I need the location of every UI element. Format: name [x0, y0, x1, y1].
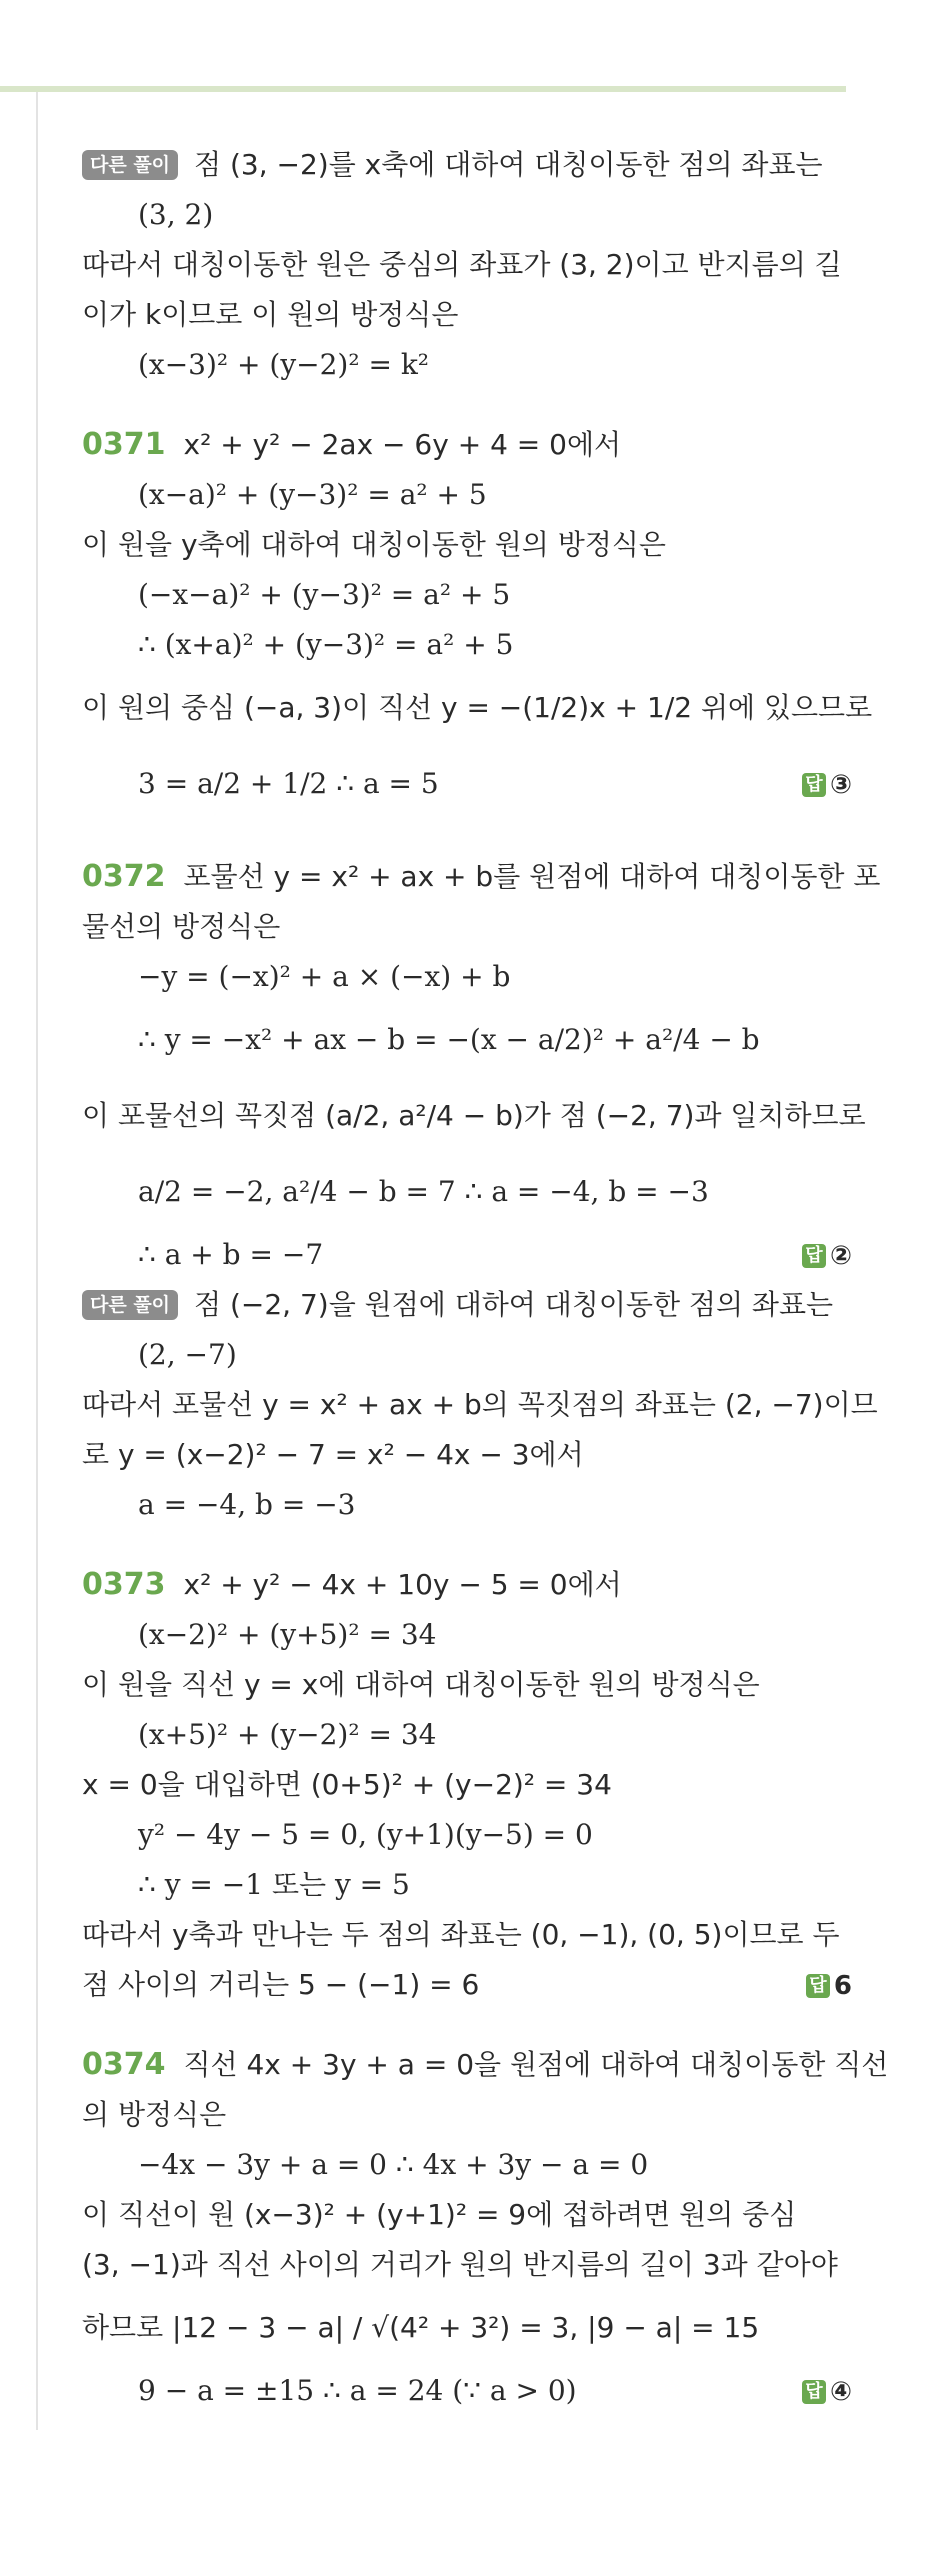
section-gap: [82, 390, 852, 420]
line-text: ∴ y = −x² + ax − b = −(x − a/2)² + a²/4 − b: [138, 1023, 760, 1056]
problem-number: 0371: [82, 427, 166, 462]
solution-line: [82, 670, 873, 746]
solution-line: [82, 1710, 852, 1760]
line-text: 3 = a/2 + 1/2 ∴ a = 5: [138, 767, 439, 800]
solution-line: [82, 1430, 852, 1480]
problem-heading: [82, 1560, 852, 1610]
solution-line: [82, 240, 852, 290]
line-text: 이 원을 y축에 대하여 대칭이동한 원의 방정식은: [82, 528, 666, 561]
answer-value: ④: [829, 2377, 852, 2407]
answer-value: ③: [829, 770, 852, 800]
solution-line: [82, 1610, 852, 1660]
alt-solution-badge: 다른 풀이: [82, 1290, 178, 1320]
problem-heading: [82, 2040, 889, 2090]
line-text: 직선 4x + 3y + a = 0을 원점에 대하여 대칭이동한 직선: [183, 2048, 889, 2081]
line-text: 이 원의 중심 (−a, 3)이 직선 y = −(1/2)x + 1/2 위에 있으므로: [82, 691, 873, 724]
solution-line: [82, 570, 852, 620]
line-text: a = −4, b = −3: [138, 1488, 356, 1521]
solution-line: [82, 2190, 852, 2240]
line-text: 이 포물선의 꼭짓점 (a/2, a²/4 − b)가 점 (−2, 7)과 일치하므로: [82, 1099, 866, 1132]
line-text: 이가 k이므로 이 원의 방정식은: [82, 298, 459, 331]
line-text: 하므로 |12 − 3 − a| / √(4² + 3²) = 3, |9 − a| = 15: [82, 2311, 760, 2344]
answer-label-icon: 답: [802, 773, 826, 797]
line-text: (−x−a)² + (y−3)² = a² + 5: [138, 578, 511, 611]
left-margin-rule: [36, 92, 38, 2430]
solution-line: [82, 1154, 852, 1230]
top-divider: [0, 86, 846, 92]
line-text: 이 직선이 원 (x−3)² + (y+1)² = 9에 접하려면 원의 중심: [82, 2198, 797, 2231]
section-gap: [82, 822, 852, 852]
solution-line: [82, 2140, 852, 2190]
answer-value: ②: [829, 1241, 852, 1271]
line-text: x² + y² − 2ax − 6y + 4 = 0에서: [183, 428, 622, 461]
line-text: 9 − a = ±15 ∴ a = 24 (∵ a > 0): [138, 2374, 577, 2407]
solution-line: [82, 190, 852, 240]
answer-label-icon: 답: [802, 2380, 826, 2404]
line-text: x² + y² − 4x + 10y − 5 = 0에서: [183, 1568, 622, 1601]
problem-number: 0372: [82, 859, 166, 894]
line-text: y² − 4y − 5 = 0, (y+1)(y−5) = 0: [138, 1818, 593, 1851]
line-text: −y = (−x)² + a × (−x) + b: [138, 960, 511, 993]
solution-line: [82, 1480, 852, 1530]
line-text: 의 방정식은: [82, 2098, 227, 2131]
solution-line: [82, 1380, 878, 1430]
solution-line: [82, 2366, 852, 2416]
solution-line: [82, 290, 852, 340]
line-text: −4x − 3y + a = 0 ∴ 4x + 3y − a = 0: [138, 2148, 649, 2181]
line-text: (2, −7): [138, 1338, 237, 1371]
solution-line: [82, 1002, 852, 1078]
problem-number: 0374: [82, 2047, 166, 2082]
line-text: 이 원을 직선 y = x에 대하여 대칭이동한 원의 방정식은: [82, 1668, 760, 1701]
solution-line: [82, 746, 852, 822]
problem-number: 0373: [82, 1567, 166, 1602]
problem-heading: [82, 420, 852, 470]
line-text: (3, 2): [138, 198, 214, 231]
line-text: 따라서 포물선 y = x² + ax + b의 꼭짓점의 좌표는 (2, −7)이므: [82, 1388, 878, 1421]
line-text: 포물선 y = x² + ax + b를 원점에 대하여 대칭이동한 포: [183, 860, 881, 893]
solution-line: [82, 2290, 852, 2366]
line-text: 점 (3, −2)를 x축에 대하여 대칭이동한 점의 좌표는: [194, 148, 823, 181]
solution-line: [82, 1230, 852, 1280]
solution-line: [82, 1960, 852, 2010]
answer-marker: [802, 1230, 852, 1281]
solution-line: [82, 340, 852, 390]
line-text: (x−a)² + (y−3)² = a² + 5: [138, 478, 487, 511]
solution-line: [82, 1910, 852, 1960]
line-text: ∴ (x+a)² + (y−3)² = a² + 5: [138, 628, 514, 661]
solution-line: [82, 520, 852, 570]
solution-line: [82, 1078, 866, 1154]
solution-line: [82, 1660, 852, 1710]
solution-line: [82, 1810, 852, 1860]
line-text: 따라서 대칭이동한 원은 중심의 좌표가 (3, 2)이고 반지름의 길: [82, 248, 842, 281]
line-text: ∴ y = −1 또는 y = 5: [138, 1868, 410, 1901]
line-text: (x−2)² + (y+5)² = 34: [138, 1618, 437, 1651]
solution-line: [82, 902, 852, 952]
line-text: 점 (−2, 7)을 원점에 대하여 대칭이동한 점의 좌표는: [194, 1288, 834, 1321]
problem-heading: [82, 852, 881, 902]
section-gap: [82, 2010, 852, 2040]
solution-line: [82, 1330, 852, 1380]
section-gap: [82, 1530, 852, 1560]
answer-marker: [806, 1960, 852, 2011]
solution-line: [82, 620, 852, 670]
line-text: x = 0을 대입하면 (0+5)² + (y−2)² = 34: [82, 1768, 612, 1801]
answer-label-icon: 답: [802, 1244, 826, 1268]
alternative-solution-line: [82, 1280, 852, 1330]
line-text: (x−3)² + (y−2)² = k²: [138, 348, 430, 381]
solution-line: [82, 952, 852, 1002]
line-text: 로 y = (x−2)² − 7 = x² − 4x − 3에서: [82, 1438, 584, 1471]
answer-label-icon: 답: [806, 1974, 830, 1998]
solution-content: [82, 140, 889, 2416]
alt-solution-badge: 다른 풀이: [82, 150, 178, 180]
answer-value: 6: [833, 1971, 852, 2001]
solution-line: [82, 1860, 852, 1910]
line-text: 물선의 방정식은: [82, 910, 281, 943]
solution-line: [82, 1760, 852, 1810]
line-text: 따라서 y축과 만나는 두 점의 좌표는 (0, −1), (0, 5)이므로 두: [82, 1918, 840, 1951]
answer-marker: [802, 746, 852, 823]
line-text: (3, −1)과 직선 사이의 거리가 원의 반지름의 길이 3과 같아야: [82, 2248, 838, 2281]
alternative-solution-line: [82, 140, 852, 190]
line-text: ∴ a + b = −7: [138, 1238, 324, 1271]
line-text: a/2 = −2, a²/4 − b = 7 ∴ a = −4, b = −3: [138, 1175, 709, 1208]
solution-line: [82, 2240, 852, 2290]
solution-line: [82, 2090, 852, 2140]
line-text: 점 사이의 거리는 5 − (−1) = 6: [82, 1968, 480, 2001]
line-text: (x+5)² + (y−2)² = 34: [138, 1718, 437, 1751]
answer-marker: [802, 2366, 852, 2417]
solution-line: [82, 470, 852, 520]
